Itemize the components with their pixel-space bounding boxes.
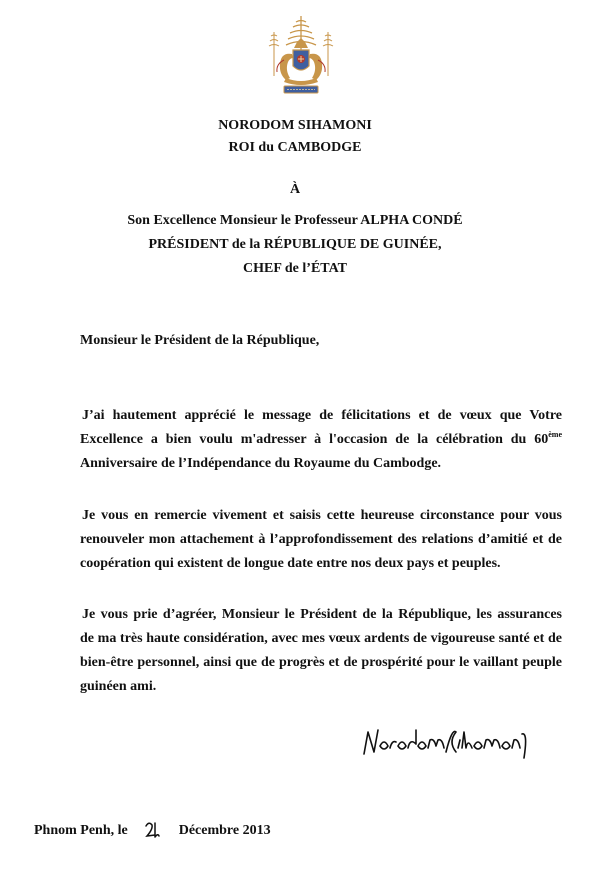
place-and-date — [34, 820, 271, 840]
sender-name: NORODOM SIHAMONI — [218, 118, 372, 133]
paragraph-1-line-2-text: Excellence a bien voulu m'adresser à l'occasion de la célébration du 60 — [80, 432, 549, 447]
ordinal-suffix: ème — [548, 430, 562, 439]
closing-month-year: Décembre 2013 — [178, 823, 271, 838]
royal-coat-of-arms-icon — [266, 14, 336, 98]
salutation: Monsieur le Président de la République, — [80, 333, 320, 348]
addressee-prefix: À — [289, 182, 301, 197]
sender-title: ROI du CAMBODGE — [228, 140, 362, 155]
recipient-line-3: CHEF de l’ÉTAT — [243, 261, 347, 276]
paragraph-1 — [80, 404, 562, 476]
paragraph-1-line-1: J’ai hautement apprécié le message de félicitations et de vœux que Votre — [82, 408, 562, 423]
paragraph-2-line-3: coopération qui existent de longue date entre nos deux pays et peuples. — [80, 556, 501, 571]
paragraph-2-line-2: renouveler mon attachement à l’approfondissement des relations d’amitié et de — [80, 532, 562, 547]
paragraph-1-line-2 — [80, 428, 562, 452]
paragraph-3 — [80, 603, 562, 699]
paragraph-2 — [80, 504, 562, 576]
paragraph-2-line-1: Je vous en remercie vivement et saisis cette heureuse circonstance pour vous — [82, 508, 562, 523]
paragraph-3-line-4: guinéen ami. — [80, 679, 157, 694]
handwritten-day-icon — [143, 820, 161, 840]
recipient-line-2: PRÉSIDENT de la RÉPUBLIQUE DE GUINÉE, — [148, 237, 442, 252]
paragraph-3-line-2: de ma très haute considération, avec mes vœux ardents de vigoureuse santé et de — [80, 631, 562, 646]
closing-place: Phnom Penh, le — [34, 823, 128, 838]
paragraph-3-line-1: Je vous prie d’agréer, Monsieur le Président de la République, les assurances — [82, 607, 562, 622]
recipient-line-1: Son Excellence Monsieur le Professeur ALPHA CONDÉ — [127, 213, 463, 228]
handwritten-signature-icon — [360, 718, 530, 760]
paragraph-3-line-3: bien-être personnel, ainsi que de progrès et de prospérité pour le vaillant peuple — [80, 655, 562, 670]
paragraph-1-line-3: Anniversaire de l’Indépendance du Royaume du Cambodge. — [80, 456, 442, 471]
